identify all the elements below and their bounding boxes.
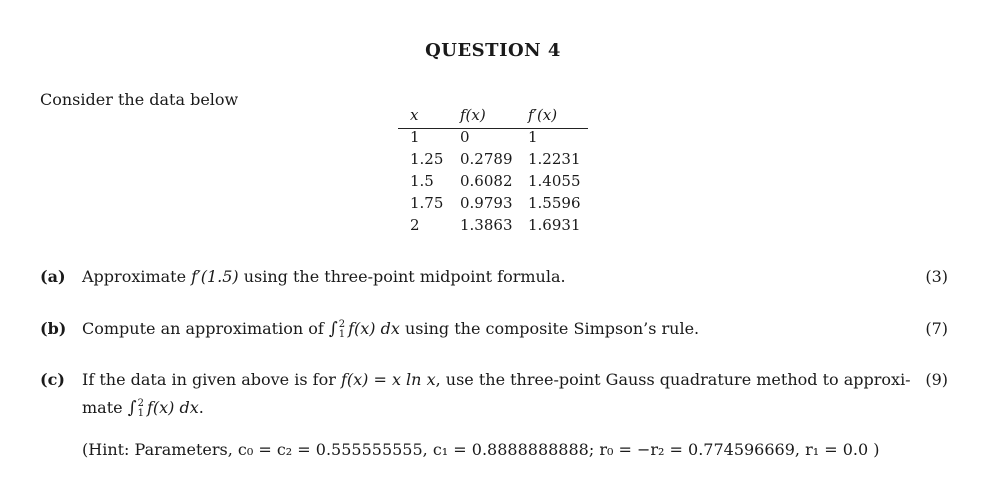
part-c-line1-pre: If the data in given above is for: [82, 370, 341, 389]
part-b-integral-upper: 2: [338, 318, 346, 330]
table-cell: 1.3863: [460, 216, 513, 234]
integral-sign: ∫: [328, 319, 338, 339]
part-c-line2-pre: mate: [82, 398, 128, 417]
part-b-text: [82, 315, 699, 343]
part-a-text-pre: Approximate: [82, 267, 192, 286]
integral-sign: ∫: [127, 398, 137, 418]
part-c-hint: (Hint: Parameters, c₀ = c₂ = 0.555555555, c₁ = 0.8888888888; r₀ = −r₂ = 0.774596669, r₁ = 0.0 ): [82, 440, 880, 459]
part-b-text-pre: Compute an approximation of: [82, 319, 329, 338]
part-a-text-post: using the three-point midpoint formula.: [238, 267, 566, 286]
part-a-text: [82, 263, 566, 291]
table-header-cell: f′(x): [528, 106, 558, 124]
part-c-integrand: f(x) dx: [146, 398, 199, 417]
part-b-label: (b): [40, 319, 67, 338]
table-cell: 2: [410, 216, 420, 234]
part-b-text-post: using the composite Simpson’s rule.: [399, 319, 700, 338]
table-cell: 1.5596: [528, 194, 581, 212]
table-header-row: [398, 106, 588, 128]
table-cell: 1.2231: [528, 150, 581, 168]
question-title: QUESTION 4: [425, 40, 561, 61]
table-cell: 0.9793: [460, 194, 513, 212]
part-b-integrand: f(x) dx: [348, 319, 400, 338]
table-cell: 1.75: [410, 194, 444, 212]
part-a-expression: f′(1.5): [191, 267, 239, 286]
table-row: [398, 216, 588, 238]
part-a-label: (a): [40, 267, 66, 286]
table-cell: 1: [528, 128, 538, 146]
table-cell: 1.4055: [528, 172, 581, 190]
table-row: [398, 194, 588, 216]
table-cell: 0.6082: [460, 172, 513, 190]
part-c-line1-post: , use the three-point Gauss quadrature method to approxi-: [435, 370, 911, 389]
table-cell: 1.25: [410, 150, 444, 168]
part-c-label: (c): [40, 370, 65, 389]
table-row: [398, 172, 588, 194]
part-a-marks: (3): [925, 267, 948, 286]
part-c-line1: [82, 366, 911, 394]
part-b-marks: (7): [925, 319, 948, 338]
intro-text: Consider the data below: [40, 90, 239, 109]
part-c-integral-upper: 2: [137, 397, 144, 409]
table-row: [398, 128, 588, 150]
table-header-cell: f(x): [460, 106, 486, 124]
table-cell: 0.2789: [460, 150, 513, 168]
part-c-integral-lower: 1: [137, 407, 144, 419]
table-header-cell: x: [410, 106, 419, 124]
data-table: [398, 106, 588, 238]
table-cell: 1.6931: [528, 216, 581, 234]
part-c-function-expression: f(x) = x ln x: [340, 370, 436, 389]
part-c-line2-post: .: [198, 398, 204, 417]
part-c-marks: (9): [925, 370, 948, 389]
table-cell: 1: [410, 128, 420, 146]
part-c-line2: [82, 394, 204, 422]
part-b-integral-lower: 1: [338, 328, 346, 340]
table-row: [398, 150, 588, 172]
table-cell: 1.5: [410, 172, 434, 190]
table-cell: 0: [460, 128, 470, 146]
